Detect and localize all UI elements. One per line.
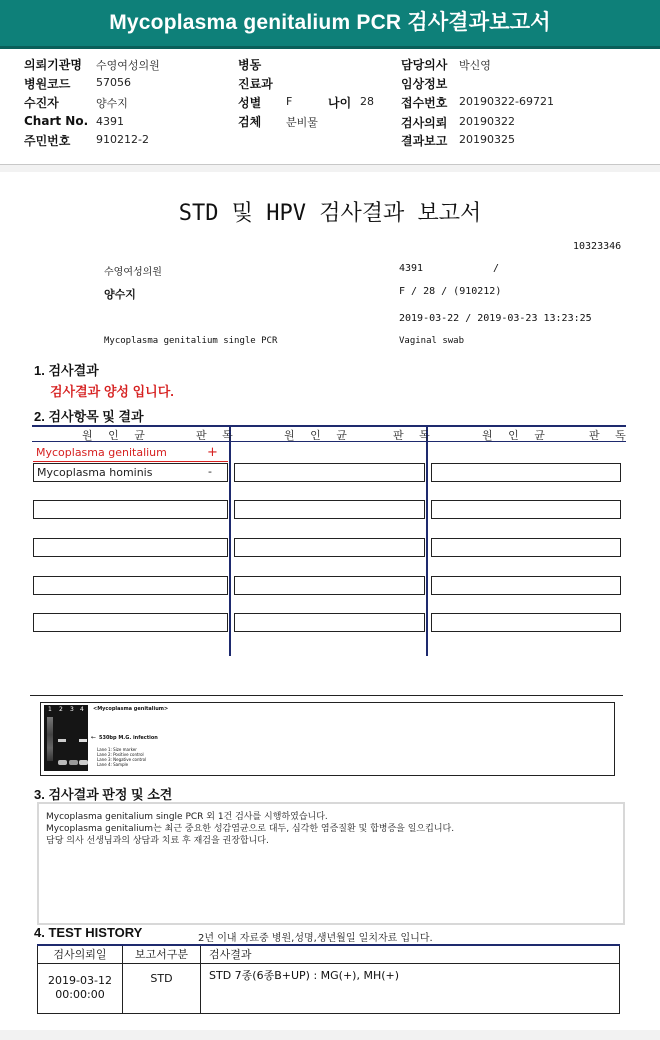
results-table-divider (426, 425, 428, 656)
history-note: 2년 이내 자료중 병원,성명,생년월일 일치자료 입니다. (198, 933, 433, 944)
section4-title: 4. TEST HISTORY (34, 925, 143, 940)
opinion-line: Mycoplasma genitalium는 최근 중요한 성감염균으로 대두, 심각한 염증질환 및 합병증을 일으킵니다. (46, 824, 455, 834)
result-row-empty (234, 463, 425, 482)
organism-name: Mycoplasma hominis (37, 466, 153, 479)
receipt-no-label: 접수번호 (401, 96, 448, 110)
gel-band (79, 739, 87, 742)
gel-band (58, 760, 67, 765)
report-sex-age-birth: F / 28 / (910212) (399, 286, 502, 297)
result-row-empty (33, 613, 228, 632)
gel-legend-item: Lane 3: Negative control (97, 757, 147, 762)
gel-legend-item: Lane 2: Positive control (97, 752, 144, 757)
organism-result: + (207, 445, 218, 460)
column-header-judgement: 판 독 (393, 429, 436, 442)
opinion-line: Mycoplasma genitalium single PCR 외 1건 검사를 시행하였습니다. (46, 812, 328, 822)
gel-band-label: 530bp M.G. infection (99, 735, 158, 741)
section1-result-text: 검사결과 양성 입니다. (50, 384, 174, 399)
resident-no-value: 910212-2 (96, 133, 149, 146)
institution-label: 의뢰기관명 (24, 58, 82, 72)
gel-image (44, 705, 88, 771)
history-result: STD 7종(6종B+UP) : MG(+), MH(+) (201, 963, 620, 1013)
report-chart: 4391 (399, 263, 424, 274)
history-header-date: 검사의뢰일 (38, 945, 123, 963)
hospital-code-value: 57056 (96, 76, 131, 89)
header-info-panel (0, 49, 660, 165)
specimen-value: 분비물 (286, 116, 318, 129)
result-row-empty (431, 500, 621, 519)
report-chart-separator: / (493, 263, 500, 274)
report-date-label: 결과보고 (401, 134, 448, 148)
request-date-label: 검사의뢰 (401, 116, 448, 130)
report-title: STD 및 HPV 검사결과 보고서 (178, 201, 482, 226)
chart-no-label: Chart No. (24, 114, 89, 128)
result-row-empty (33, 500, 228, 519)
column-header-judgement: 판 독 (589, 429, 632, 442)
receipt-no-value: 20190322-69721 (459, 95, 554, 108)
result-row-empty (431, 538, 621, 557)
column-header-organism: 원 인 균 (482, 429, 551, 442)
gel-band (69, 760, 78, 765)
document-number: 10323346 (573, 241, 622, 252)
column-header-organism: 원 인 균 (82, 429, 151, 442)
result-row-empty (234, 576, 425, 595)
history-type: STD (123, 963, 201, 1013)
gel-lane-number: 3 (70, 706, 74, 713)
history-header-type: 보고서구분 (123, 945, 201, 963)
result-row-empty (431, 576, 621, 595)
hospital-code-label: 병원코드 (24, 77, 71, 91)
sex-label: 성별 (238, 96, 262, 110)
section3-title: 3. 검사결과 판정 및 소견 (34, 787, 173, 802)
request-date-value: 20190322 (459, 115, 515, 128)
patient-label: 수진자 (24, 96, 59, 110)
gel-band (58, 739, 66, 742)
organism-name: Mycoplasma genitalium (36, 446, 167, 459)
age-label: 나이 (328, 96, 352, 110)
gel-size-marker-lane (47, 717, 53, 761)
report-date-value: 20190325 (459, 133, 515, 146)
report-dates: 2019-03-22 / 2019-03-23 13:23:25 (399, 313, 592, 324)
result-row-empty (234, 613, 425, 632)
chart-no-value: 4391 (96, 115, 124, 128)
ward-label: 병동 (238, 58, 262, 72)
institution-value: 수영여성의원 (96, 59, 160, 72)
result-row-empty (431, 613, 621, 632)
opinion-box (37, 802, 625, 925)
doctor-value: 박신영 (459, 59, 491, 72)
section1-title: 1. 검사결과 (34, 363, 99, 378)
age-value: 28 (360, 95, 374, 108)
report-patient-name: 양수지 (104, 288, 136, 301)
result-row-empty (234, 500, 425, 519)
history-header-result: 검사결과 (201, 945, 620, 963)
report-banner (0, 0, 660, 49)
section2-title: 2. 검사항목 및 결과 (34, 409, 144, 424)
result-row-empty (431, 463, 621, 482)
result-row-empty (33, 576, 228, 595)
result-row-empty (234, 538, 425, 557)
column-header-organism: 원 인 균 (284, 429, 353, 442)
gel-image-panel (40, 702, 615, 776)
gel-legend-item: Lane 4: Sample (97, 762, 129, 767)
specimen-label: 검체 (238, 115, 262, 129)
result-row (33, 463, 228, 482)
report-sheet (0, 172, 660, 1030)
organism-result: - (208, 465, 212, 478)
results-table-divider (229, 425, 231, 656)
doctor-label: 담당의사 (401, 58, 448, 72)
sex-value: F (286, 95, 293, 108)
report-institution: 수영여성의원 (104, 267, 162, 278)
result-row-positive (33, 444, 228, 462)
history-row (38, 963, 620, 1013)
clinical-info-label: 임상정보 (401, 77, 448, 91)
opinion-line: 담당 의사 선생님과의 상담과 치료 후 재검을 권장합니다. (46, 836, 269, 846)
department-label: 진료과 (238, 77, 273, 91)
section-separator (30, 695, 623, 696)
resident-no-label: 주민번호 (24, 134, 71, 148)
gel-lane-number: 2 (59, 706, 63, 713)
gel-band (79, 760, 88, 765)
history-date: 2019-03-12 (48, 974, 112, 987)
report-specimen: Vaginal swab (399, 336, 465, 346)
gel-lane-number: 1 (48, 706, 52, 713)
gel-lane-number: 4 (80, 706, 84, 713)
patient-value: 양수지 (96, 97, 128, 110)
history-cell-date (38, 963, 123, 1013)
report-test-name: Mycoplasma genitalium single PCR (104, 336, 278, 346)
result-row-empty (33, 538, 228, 557)
history-time: 00:00:00 (55, 988, 105, 1001)
gel-legend-item: Lane 1: Size marker (97, 747, 137, 752)
gel-band-arrow: ← (91, 734, 97, 741)
gel-title: <Mycoplasma genitalium> (93, 706, 169, 712)
banner-title: Mycoplasma genitalium PCR 검사결과보고서 (109, 11, 551, 34)
column-header-judgement: 판 독 (196, 429, 239, 442)
history-table (37, 944, 620, 1014)
